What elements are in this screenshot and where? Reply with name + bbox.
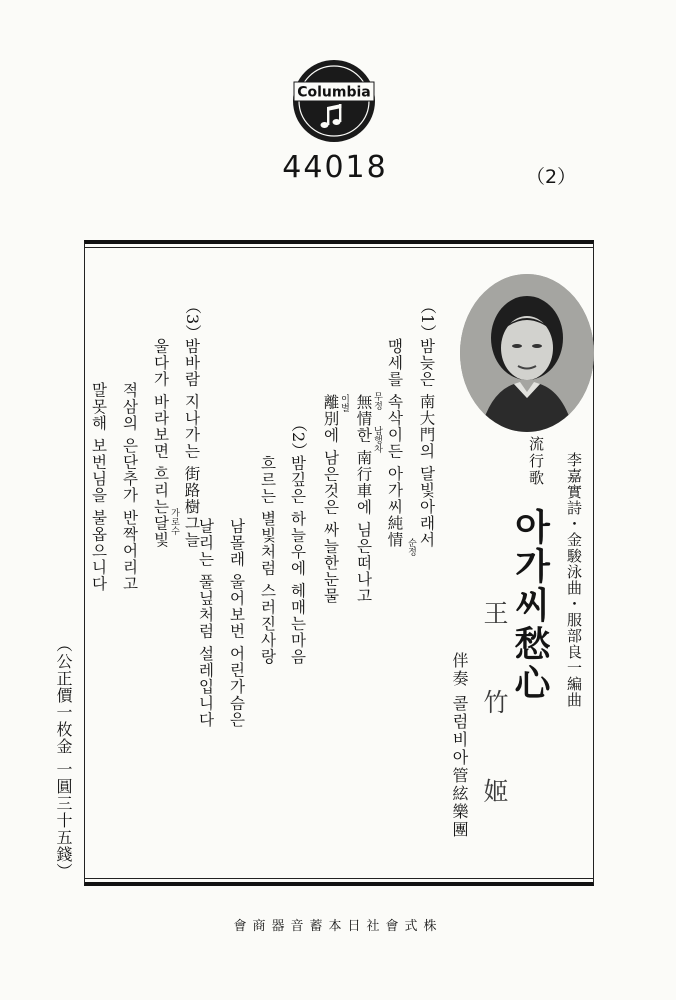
columbia-logo (291, 58, 377, 144)
reading-garosu: 가로수 (169, 508, 179, 535)
reading-mujeong: 무정 (372, 392, 382, 410)
reading-sunjeong: 순정 (406, 538, 416, 556)
catalog-number: 44018 (282, 150, 388, 185)
verse-2-number: （2） (289, 416, 308, 459)
verse-1-line-2: 맹세를 속삭이든 아가씨純情 (385, 338, 404, 548)
verse-3-line-4: 말못해 보번님을 불옵으니다 (89, 382, 108, 592)
accompaniment-credit: 伴奏 콜럼비아管絃樂團 (450, 652, 469, 840)
song-title: 아가씨愁心 (509, 508, 551, 703)
verse-2-line-4: 날리는 풀닢처럼 설레입니다 (196, 518, 215, 728)
verse-1-line-4: 離別에 남은것은 싸늘한눈물 (321, 394, 340, 604)
singer-portrait (460, 274, 594, 432)
credits-authors: 李嘉實詩・金駿泳曲・服部良一編曲 (565, 452, 583, 708)
verse-3-line-2: 울다가 바라보면 흐리는달빛 (151, 338, 170, 548)
genre-label: 流行歌 (527, 436, 545, 487)
verse-3-line-1: 밤바람 지나가는 街路樹그늘 (182, 338, 201, 548)
verse-3-line-3: 적삼의 은단추가 반짝어리고 (120, 382, 139, 592)
singer-name: 王 竹 姬 (480, 600, 509, 831)
reading-namhaengcha: 남행차 (372, 426, 382, 453)
publisher-name: 會商器音蓄本日社會式株 (233, 919, 443, 934)
verse-1-number: （1） (418, 298, 437, 341)
verse-1-line-1: 밤늦은 南大門의 달빛아래서 (417, 338, 436, 548)
price-label: （公正價一枚金 一圓三十五錢） (54, 636, 73, 881)
verse-1-line-3: 無情한 南行車에 님은떠나고 (354, 394, 373, 604)
verse-3-number: （3） (183, 298, 202, 341)
side-number: （2） (526, 166, 577, 188)
verse-2-line-1: 밤깊은 하늘우에 헤매는마음 (288, 455, 307, 665)
verse-2-line-2: 흐르는 별빛처럼 스러진사랑 (258, 455, 277, 665)
verse-2-line-3: 남몰래 울어보번 어린가슴은 (227, 518, 246, 728)
reading-ibyeol: 이별 (339, 394, 349, 412)
logo-brand-text: Columbia (297, 84, 371, 101)
